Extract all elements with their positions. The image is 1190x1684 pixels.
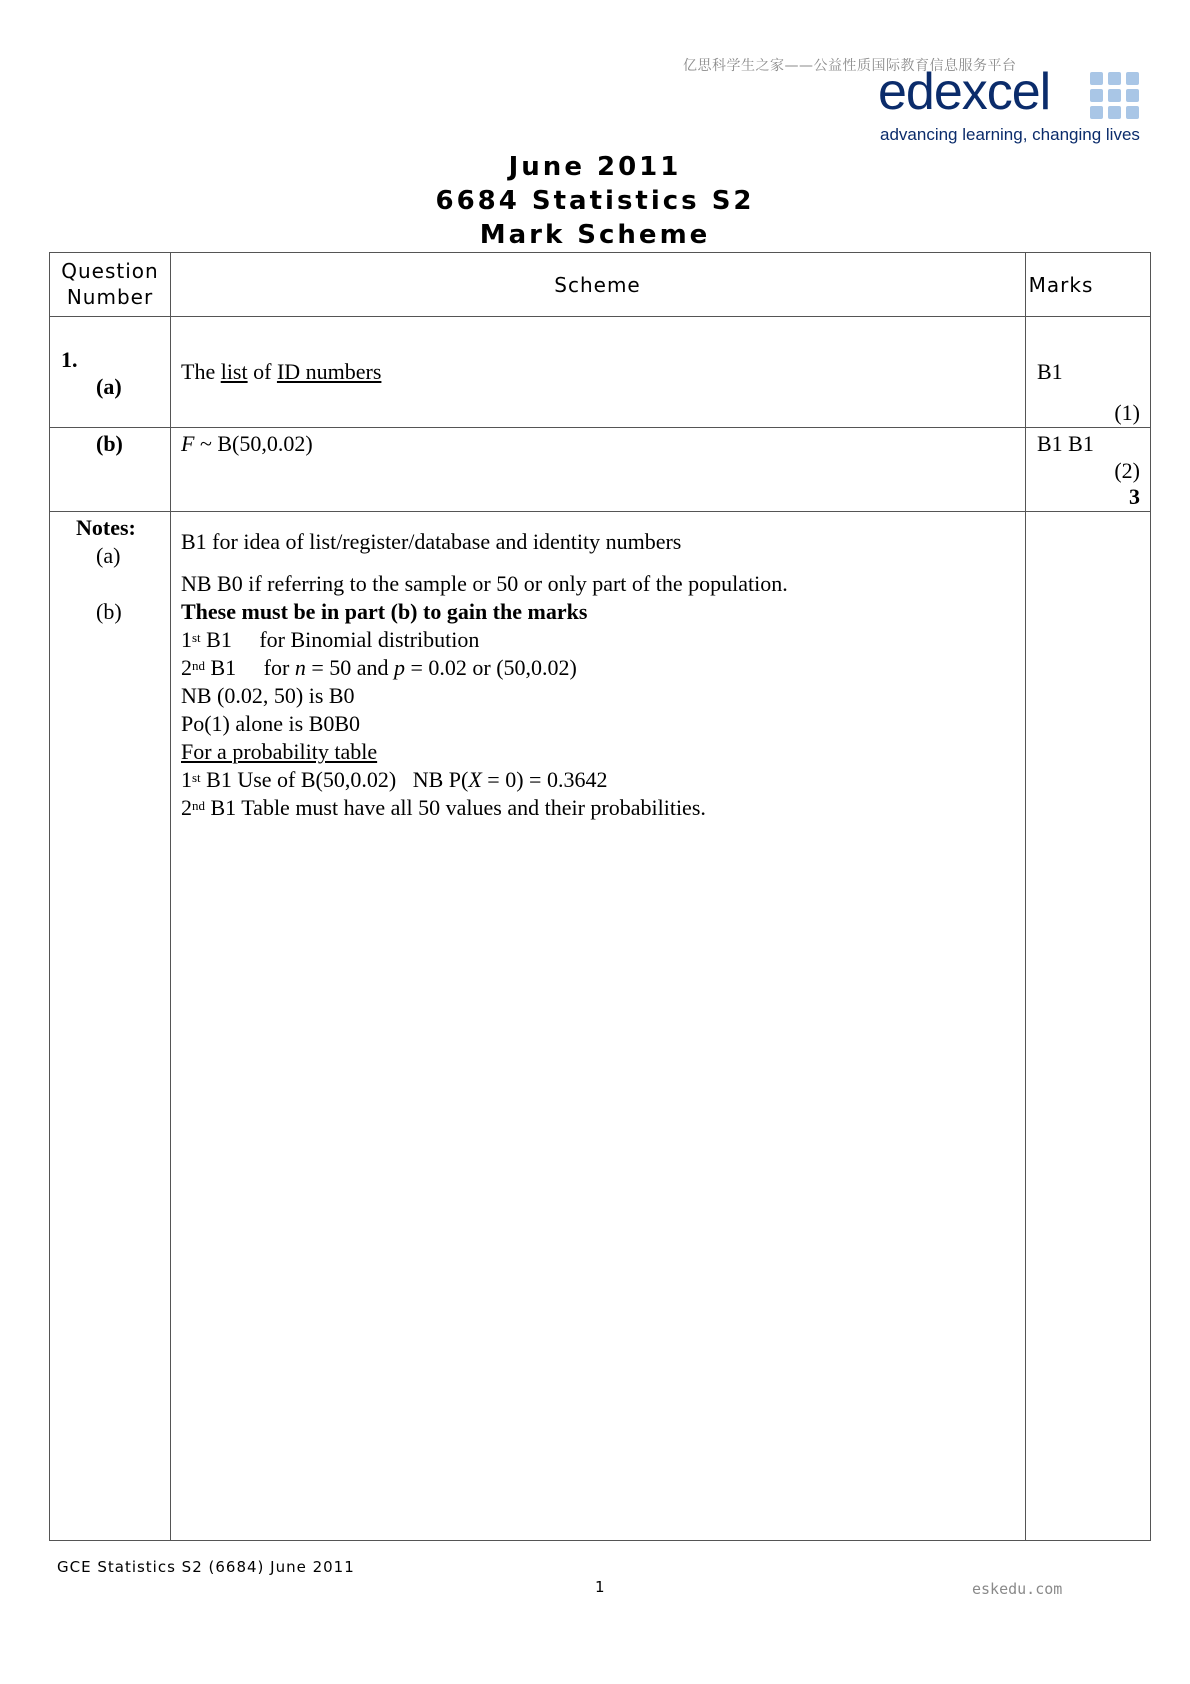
note-table-second-mark: 2nd B1 Table must have all 50 values and their probabilities. xyxy=(181,795,706,820)
row-divider xyxy=(50,511,1150,512)
subtotal-a: (1) xyxy=(1114,400,1140,425)
note-b-heading: These must be in part (b) to gain the marks xyxy=(181,599,588,624)
notes-part-b: (b) xyxy=(96,599,122,624)
title-date: June 2011 xyxy=(508,152,682,182)
header-question-number: Question Number xyxy=(61,259,159,309)
header-scheme: Scheme xyxy=(554,273,641,297)
logo-tagline: advancing learning, changing lives xyxy=(880,125,1140,144)
note-b-nb: NB (0.02, 50) is B0 xyxy=(181,683,355,708)
note-table-first-mark: 1st B1 Use of B(50,0.02) NB P(X = 0) = 0.3642 xyxy=(181,767,608,792)
page-number: 1 xyxy=(595,1578,605,1596)
note-b-first-mark: 1st B1 for Binomial distribution xyxy=(181,627,480,652)
mark-a: B1 xyxy=(1037,359,1063,384)
subtotal-b: (2) xyxy=(1114,458,1140,483)
scheme-answer-a: The list of ID numbers xyxy=(181,359,382,384)
row-divider xyxy=(50,427,1150,428)
watermark-text: 亿思科学生之家——公益性质国际教育信息服务平台 xyxy=(683,58,1017,74)
logo-grid-icon xyxy=(1090,72,1140,120)
mark-b: B1 B1 xyxy=(1037,431,1094,456)
notes-label: Notes: xyxy=(76,515,136,540)
part-label-a: (a) xyxy=(96,374,122,399)
note-a-line2: NB B0 if referring to the sample or 50 or only part of the population. xyxy=(181,571,788,596)
column-divider xyxy=(1025,253,1026,1540)
title-subject: 6684 Statistics S2 xyxy=(435,186,755,216)
row-divider xyxy=(50,316,1150,317)
footer-watermark: eskedu.com xyxy=(972,1580,1063,1598)
column-divider xyxy=(170,253,171,1540)
note-b-po: Po(1) alone is B0B0 xyxy=(181,711,361,736)
mark-scheme-table xyxy=(49,252,1151,1541)
notes-part-a: (a) xyxy=(96,543,121,568)
question-total: 3 xyxy=(1129,484,1140,509)
note-b-second-mark: 2nd B1 for n = 50 and p = 0.02 or (50,0.02) xyxy=(181,655,577,680)
logo-word: edexcel xyxy=(878,63,1051,121)
edexcel-logo xyxy=(878,63,1140,144)
question-number: 1. xyxy=(61,347,78,372)
scheme-answer-b: F ~ B(50,0.02) xyxy=(181,431,313,456)
header-marks: Marks xyxy=(1028,273,1094,297)
title-doc-type: Mark Scheme xyxy=(479,220,711,250)
note-prob-table-heading: For a probability table xyxy=(181,739,378,764)
footer-document-id: GCE Statistics S2 (6684) June 2011 xyxy=(57,1558,355,1576)
note-a-line1: B1 for idea of list/register/database and identity numbers xyxy=(181,529,682,554)
part-label-b: (b) xyxy=(96,431,123,456)
page-title xyxy=(0,150,1190,252)
